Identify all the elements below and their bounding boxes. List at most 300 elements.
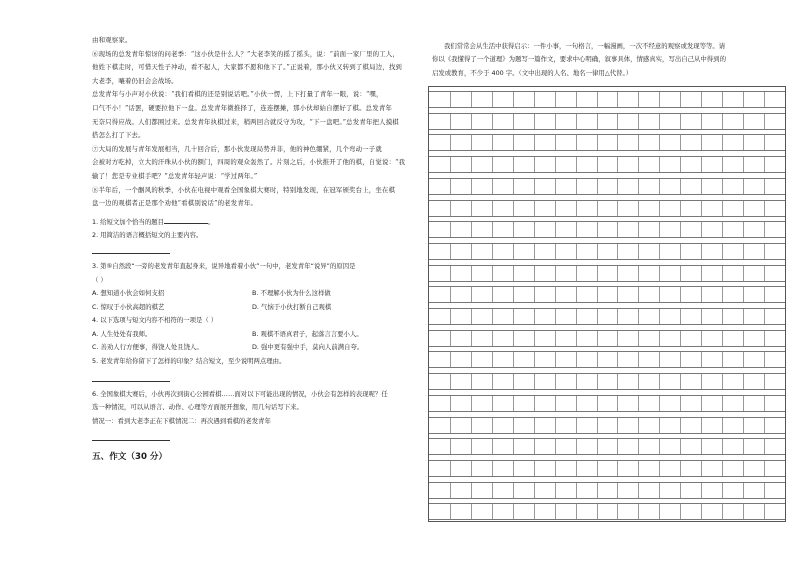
- grid-cell-divider: [743, 504, 744, 519]
- grid-cell-divider: [597, 504, 598, 519]
- grid-cell-divider: [701, 266, 702, 281]
- grid-cell-divider: [492, 92, 493, 107]
- grid-cell-divider: [597, 92, 598, 107]
- grid-cell-divider: [743, 179, 744, 194]
- grid-cell-divider: [597, 331, 598, 346]
- grid-cell-divider: [722, 157, 723, 172]
- grid-cell-divider: [471, 483, 472, 498]
- question-6-line-2: 选一种情况，可以从语言、动作、心理等方面展开想象，用几句话写下来。: [92, 403, 303, 412]
- passage-line: 总发青年与小声对小伙说：“我们看棋的还是别说话吧。”小伙一愣，上下打量了青年一眼，说：“嘿，: [92, 90, 383, 99]
- grid-cell-divider: [492, 135, 493, 150]
- grid-cell-divider: [764, 396, 765, 411]
- grid-cell-divider: [680, 92, 681, 107]
- grid-cell-divider: [638, 374, 639, 389]
- grid-cell-divider: [617, 418, 618, 433]
- grid-cell-divider: [659, 396, 660, 411]
- prompt-line: 启发或教育，不少于 400 字。（文中出现的人名、地名一律用△代替。）: [432, 68, 633, 77]
- grid-cell-divider: [492, 483, 493, 498]
- grid-cell-divider: [471, 157, 472, 172]
- grid-row: [429, 286, 785, 303]
- grid-cell-divider: [701, 244, 702, 259]
- grid-cell-divider: [638, 266, 639, 281]
- grid-row: [429, 482, 785, 499]
- grid-cell-divider: [701, 461, 702, 476]
- grid-cell-divider: [513, 439, 514, 454]
- grid-cell-divider: [471, 504, 472, 519]
- grid-cell-divider: [659, 483, 660, 498]
- grid-cell-divider: [764, 287, 765, 302]
- grid-cell-divider: [638, 92, 639, 107]
- grid-cell-divider: [471, 374, 472, 389]
- grid-cell-divider: [659, 135, 660, 150]
- grid-cell-divider: [743, 201, 744, 216]
- grid-cell-divider: [513, 266, 514, 281]
- answer-line[interactable]: [92, 375, 170, 382]
- grid-row: [429, 156, 785, 173]
- grid-cell-divider: [680, 439, 681, 454]
- grid-cell-divider: [659, 331, 660, 346]
- grid-cell-divider: [492, 287, 493, 302]
- grid-cell-divider: [722, 222, 723, 237]
- grid-cell-divider: [722, 483, 723, 498]
- grid-cell-divider: [638, 222, 639, 237]
- section-heading-composition: 五、作文（30 分）: [92, 452, 168, 463]
- grid-cell-divider: [534, 352, 535, 367]
- grid-cell-divider: [513, 92, 514, 107]
- grid-cell-divider: [638, 179, 639, 194]
- grid-cell-divider: [471, 461, 472, 476]
- grid-cell-divider: [764, 331, 765, 346]
- grid-cell-divider: [680, 135, 681, 150]
- grid-cell-divider: [701, 352, 702, 367]
- prompt-line: 我们常常会从生活中获得启示：一件小事，一句格言，一幅漫画，一次不经意的观察或发现等等。请: [444, 42, 726, 50]
- grid-cell-divider: [743, 396, 744, 411]
- grid-cell-divider: [555, 201, 556, 216]
- grid-cell-divider: [764, 374, 765, 389]
- grid-cell-divider: [492, 201, 493, 216]
- grid-cell-divider: [513, 222, 514, 237]
- grid-cell-divider: [701, 135, 702, 150]
- grid-cell-divider: [680, 504, 681, 519]
- grid-cell-divider: [701, 222, 702, 237]
- grid-cell-divider: [617, 179, 618, 194]
- grid-cell-divider: [555, 266, 556, 281]
- grid-cell-divider: [471, 92, 472, 107]
- grid-cell-divider: [513, 504, 514, 519]
- grid-cell-divider: [492, 179, 493, 194]
- grid-cell-divider: [638, 504, 639, 519]
- passage-line: 无奈只得应战。人们都围过来。总发青年执棋过来，稍两回合就反守为攻，“下一盘吧。”总发青年把人摸棋: [92, 117, 399, 126]
- option-a[interactable]: A. 人生处处有我师。: [92, 329, 152, 338]
- passage-line: 盘一边的观棋者正是那个劝他“看棋别说话”的老发青年。: [92, 199, 258, 208]
- grid-cell-divider: [513, 483, 514, 498]
- grid-cell-divider: [701, 331, 702, 346]
- option-b[interactable]: B. 不理解小伙为什么这样做: [252, 289, 331, 298]
- grid-row: [429, 243, 785, 260]
- grid-cell-divider: [764, 201, 765, 216]
- grid-cell-divider: [513, 461, 514, 476]
- grid-cell-divider: [555, 374, 556, 389]
- grid-cell-divider: [659, 157, 660, 172]
- grid-cell-divider: [680, 309, 681, 324]
- grid-cell-divider: [450, 92, 451, 107]
- grid-cell-divider: [576, 287, 577, 302]
- grid-cell-divider: [450, 396, 451, 411]
- grid-cell-divider: [638, 157, 639, 172]
- passage-line: 会被对方吃掉，立大的汗珠从小伙的额门，四周的观众轰然了。片刻之后，小伙推开了他的棋，自觉说：“我: [92, 158, 406, 167]
- grid-cell-divider: [764, 352, 765, 367]
- grid-cell-divider: [617, 222, 618, 237]
- passage-line: 搭怎么打了下去。: [92, 131, 145, 140]
- grid-cell-divider: [743, 244, 744, 259]
- grid-cell-divider: [701, 92, 702, 107]
- grid-cell-divider: [492, 222, 493, 237]
- grid-cell-divider: [450, 331, 451, 346]
- grid-cell-divider: [597, 266, 598, 281]
- grid-cell-divider: [576, 439, 577, 454]
- grid-cell-divider: [534, 331, 535, 346]
- grid-cell-divider: [555, 157, 556, 172]
- grid-cell-divider: [743, 331, 744, 346]
- grid-cell-divider: [576, 201, 577, 216]
- grid-cell-divider: [555, 287, 556, 302]
- essay-writing-grid[interactable]: [428, 86, 786, 522]
- grid-cell-divider: [513, 114, 514, 129]
- grid-cell-divider: [680, 114, 681, 129]
- grid-cell-divider: [638, 439, 639, 454]
- option-d[interactable]: D. 强中更有强中手，莫向人前满自夸。: [252, 343, 364, 352]
- grid-cell-divider: [555, 352, 556, 367]
- grid-cell-divider: [722, 135, 723, 150]
- grid-cell-divider: [659, 266, 660, 281]
- grid-cell-divider: [701, 483, 702, 498]
- option-a[interactable]: A. 想知道小伙会如何支招: [92, 289, 165, 298]
- grid-cell-divider: [743, 266, 744, 281]
- grid-cell-divider: [555, 418, 556, 433]
- grid-cell-divider: [701, 201, 702, 216]
- grid-cell-divider: [513, 201, 514, 216]
- grid-cell-divider: [617, 201, 618, 216]
- option-d[interactable]: D. 气恼于小伙打断自己观棋: [252, 302, 332, 311]
- grid-cell-divider: [471, 266, 472, 281]
- grid-cell-divider: [576, 114, 577, 129]
- grid-cell-divider: [576, 374, 577, 389]
- grid-cell-divider: [555, 483, 556, 498]
- grid-cell-divider: [534, 135, 535, 150]
- composition-prompt: [432, 40, 772, 80]
- grid-cell-divider: [743, 287, 744, 302]
- grid-cell-divider: [576, 483, 577, 498]
- grid-cell-divider: [597, 461, 598, 476]
- grid-cell-divider: [450, 309, 451, 324]
- grid-row: [429, 113, 785, 130]
- grid-cell-divider: [764, 483, 765, 498]
- question-6-situations: 情况一：看到大老李正在下棋情况二：再次遇到看棋的老发青年: [92, 416, 271, 425]
- grid-cell-divider: [492, 114, 493, 129]
- grid-cell-divider: [764, 92, 765, 107]
- grid-cell-divider: [659, 309, 660, 324]
- grid-cell-divider: [743, 157, 744, 172]
- question-2: 2. 用简洁的语言概括短文的主要内容。: [92, 231, 203, 240]
- grid-cell-divider: [638, 396, 639, 411]
- prompt-line: 你以《我懂得了一个道理》为题写一篇作文，要求中心明确，叙事具体，情感真实，写出自己从中得到的: [432, 55, 726, 64]
- grid-cell-divider: [513, 309, 514, 324]
- grid-cell-divider: [659, 287, 660, 302]
- grid-row: [429, 460, 785, 477]
- grid-cell-divider: [659, 504, 660, 519]
- grid-row: [429, 265, 785, 282]
- grid-cell-divider: [492, 396, 493, 411]
- grid-cell-divider: [659, 114, 660, 129]
- grid-cell-divider: [555, 92, 556, 107]
- grid-row: [429, 221, 785, 238]
- grid-cell-divider: [680, 201, 681, 216]
- grid-cell-divider: [597, 309, 598, 324]
- grid-cell-divider: [617, 92, 618, 107]
- grid-cell-divider: [555, 331, 556, 346]
- grid-cell-divider: [764, 222, 765, 237]
- grid-cell-divider: [534, 418, 535, 433]
- grid-cell-divider: [722, 352, 723, 367]
- grid-cell-divider: [680, 352, 681, 367]
- grid-cell-divider: [617, 135, 618, 150]
- answer-line[interactable]: [92, 434, 170, 441]
- grid-cell-divider: [722, 266, 723, 281]
- grid-cell-divider: [638, 461, 639, 476]
- grid-cell-divider: [534, 92, 535, 107]
- grid-row: [429, 330, 785, 347]
- grid-cell-divider: [534, 374, 535, 389]
- grid-cell-divider: [659, 352, 660, 367]
- passage-line: ⑧半年后，一个酗风的秋季，小伙在电视中观看全国象棋大赛时，特别地发现，在冠军颁奖台上，坐在棋: [92, 185, 396, 194]
- answer-line[interactable]: [92, 247, 170, 254]
- grid-cell-divider: [576, 157, 577, 172]
- grid-cell-divider: [450, 439, 451, 454]
- grid-cell-divider: [701, 179, 702, 194]
- grid-row: [429, 91, 785, 108]
- grid-cell-divider: [555, 461, 556, 476]
- grid-cell-divider: [659, 92, 660, 107]
- grid-cell-divider: [659, 244, 660, 259]
- grid-cell-divider: [450, 114, 451, 129]
- grid-cell-divider: [764, 504, 765, 519]
- grid-cell-divider: [492, 309, 493, 324]
- grid-cell-divider: [638, 287, 639, 302]
- grid-cell-divider: [492, 504, 493, 519]
- grid-cell-divider: [597, 135, 598, 150]
- grid-cell-divider: [492, 244, 493, 259]
- grid-cell-divider: [617, 244, 618, 259]
- grid-cell-divider: [722, 396, 723, 411]
- grid-cell-divider: [680, 396, 681, 411]
- grid-cell-divider: [617, 483, 618, 498]
- grid-cell-divider: [659, 439, 660, 454]
- grid-cell-divider: [617, 439, 618, 454]
- reading-passage-column: [92, 34, 418, 465]
- grid-cell-divider: [597, 157, 598, 172]
- grid-cell-divider: [638, 135, 639, 150]
- grid-row: [429, 417, 785, 434]
- passage-line: 他姓下棋走时，可惜天性子冲动，看不起人，大家都不愿和他下了。”正说着，那小伙又转到了棋局边，找到: [92, 63, 403, 72]
- grid-cell-divider: [617, 504, 618, 519]
- grid-row: [429, 503, 785, 520]
- grid-cell-divider: [659, 461, 660, 476]
- question-3: 3. 第⑤自然段“一旁的老发青年直起身来，说异地看着小伙”一句中，老发青年“说异”的原因是: [92, 261, 356, 270]
- grid-cell-divider: [701, 374, 702, 389]
- grid-cell-divider: [659, 374, 660, 389]
- grid-cell-divider: [513, 396, 514, 411]
- grid-cell-divider: [534, 287, 535, 302]
- grid-cell-divider: [764, 114, 765, 129]
- grid-cell-divider: [576, 331, 577, 346]
- grid-cell-divider: [680, 287, 681, 302]
- grid-cell-divider: [597, 114, 598, 129]
- grid-cell-divider: [555, 439, 556, 454]
- grid-cell-divider: [513, 287, 514, 302]
- grid-cell-divider: [471, 201, 472, 216]
- question-1-end: 。: [208, 217, 215, 226]
- grid-cell-divider: [450, 504, 451, 519]
- grid-cell-divider: [597, 352, 598, 367]
- grid-cell-divider: [450, 483, 451, 498]
- grid-cell-divider: [743, 222, 744, 237]
- grid-cell-divider: [534, 504, 535, 519]
- grid-cell-divider: [743, 374, 744, 389]
- grid-cell-divider: [617, 114, 618, 129]
- grid-cell-divider: [450, 222, 451, 237]
- grid-cell-divider: [743, 309, 744, 324]
- grid-cell-divider: [576, 418, 577, 433]
- grid-cell-divider: [492, 331, 493, 346]
- grid-cell-divider: [534, 157, 535, 172]
- grid-cell-divider: [576, 135, 577, 150]
- grid-cell-divider: [492, 266, 493, 281]
- grid-cell-divider: [701, 309, 702, 324]
- grid-cell-divider: [534, 309, 535, 324]
- grid-cell-divider: [513, 331, 514, 346]
- grid-cell-divider: [722, 439, 723, 454]
- grid-cell-divider: [764, 461, 765, 476]
- grid-cell-divider: [617, 309, 618, 324]
- answer-blank[interactable]: [164, 215, 208, 224]
- grid-cell-divider: [471, 179, 472, 194]
- grid-cell-divider: [450, 157, 451, 172]
- grid-cell-divider: [576, 179, 577, 194]
- grid-cell-divider: [492, 461, 493, 476]
- grid-cell-divider: [659, 222, 660, 237]
- grid-cell-divider: [492, 352, 493, 367]
- grid-row: [429, 395, 785, 412]
- grid-cell-divider: [597, 201, 598, 216]
- grid-cell-divider: [450, 287, 451, 302]
- grid-cell-divider: [555, 309, 556, 324]
- grid-cell-divider: [680, 331, 681, 346]
- grid-cell-divider: [701, 157, 702, 172]
- option-c[interactable]: C. 善劝人行方便事，得饶人处且饶人。: [92, 343, 203, 352]
- passage-line: 口气不小！”话罢，硬要拉他下一盘。总发青年微推择了，连连摆摊，那小伙却始自摆好了棋。总发青年: [92, 103, 393, 112]
- grid-cell-divider: [617, 352, 618, 367]
- grid-cell-divider: [638, 483, 639, 498]
- grid-cell-divider: [492, 418, 493, 433]
- grid-cell-divider: [597, 179, 598, 194]
- grid-cell-divider: [534, 179, 535, 194]
- grid-cell-divider: [617, 331, 618, 346]
- grid-cell-divider: [471, 439, 472, 454]
- grid-cell-divider: [576, 461, 577, 476]
- grid-cell-divider: [617, 461, 618, 476]
- grid-cell-divider: [597, 374, 598, 389]
- grid-row: [429, 438, 785, 455]
- option-b[interactable]: B. 观棋不语真君子，起落言言要小人。: [252, 329, 363, 338]
- grid-cell-divider: [722, 374, 723, 389]
- passage-line: 输了！您是专业棋手吧？”总发青年轻声说：“学过两年。”: [92, 171, 258, 180]
- grid-row: [429, 134, 785, 151]
- grid-cell-divider: [534, 244, 535, 259]
- grid-cell-divider: [492, 374, 493, 389]
- grid-cell-divider: [680, 461, 681, 476]
- grid-cell-divider: [555, 244, 556, 259]
- grid-cell-divider: [576, 266, 577, 281]
- grid-cell-divider: [450, 374, 451, 389]
- grid-cell-divider: [659, 179, 660, 194]
- option-c[interactable]: C. 惊叹于小伙高超的棋艺: [92, 302, 165, 311]
- grid-cell-divider: [450, 135, 451, 150]
- grid-cell-divider: [450, 266, 451, 281]
- grid-cell-divider: [450, 201, 451, 216]
- grid-cell-divider: [680, 374, 681, 389]
- grid-cell-divider: [492, 439, 493, 454]
- grid-cell-divider: [576, 222, 577, 237]
- grid-cell-divider: [471, 244, 472, 259]
- grid-cell-divider: [513, 157, 514, 172]
- grid-cell-divider: [534, 222, 535, 237]
- grid-cell-divider: [638, 114, 639, 129]
- grid-cell-divider: [638, 309, 639, 324]
- question-1-text: 1. 给短文加个恰当的题目: [92, 217, 165, 226]
- grid-cell-divider: [638, 418, 639, 433]
- grid-cell-divider: [534, 396, 535, 411]
- grid-cell-divider: [471, 352, 472, 367]
- grid-cell-divider: [764, 418, 765, 433]
- grid-cell-divider: [534, 266, 535, 281]
- grid-cell-divider: [764, 179, 765, 194]
- question-5: 5. 老发青年给你留下了怎样的印象？结合短文，至少说明两点理由。: [92, 357, 286, 366]
- grid-row: [429, 373, 785, 390]
- question-4-options: [92, 328, 418, 355]
- grid-cell-divider: [597, 439, 598, 454]
- grid-cell-divider: [471, 222, 472, 237]
- grid-cell-divider: [701, 396, 702, 411]
- question-1: [92, 215, 418, 230]
- grid-cell-divider: [597, 418, 598, 433]
- grid-cell-divider: [722, 461, 723, 476]
- grid-cell-divider: [617, 374, 618, 389]
- grid-cell-divider: [680, 179, 681, 194]
- grid-row: [429, 351, 785, 368]
- grid-cell-divider: [764, 309, 765, 324]
- grid-cell-divider: [597, 287, 598, 302]
- grid-row: [429, 178, 785, 195]
- grid-cell-divider: [513, 374, 514, 389]
- grid-cell-divider: [534, 114, 535, 129]
- grid-row: [429, 200, 785, 217]
- grid-cell-divider: [617, 266, 618, 281]
- grid-cell-divider: [764, 439, 765, 454]
- grid-cell-divider: [722, 114, 723, 129]
- grid-cell-divider: [534, 439, 535, 454]
- grid-cell-divider: [638, 331, 639, 346]
- grid-cell-divider: [513, 179, 514, 194]
